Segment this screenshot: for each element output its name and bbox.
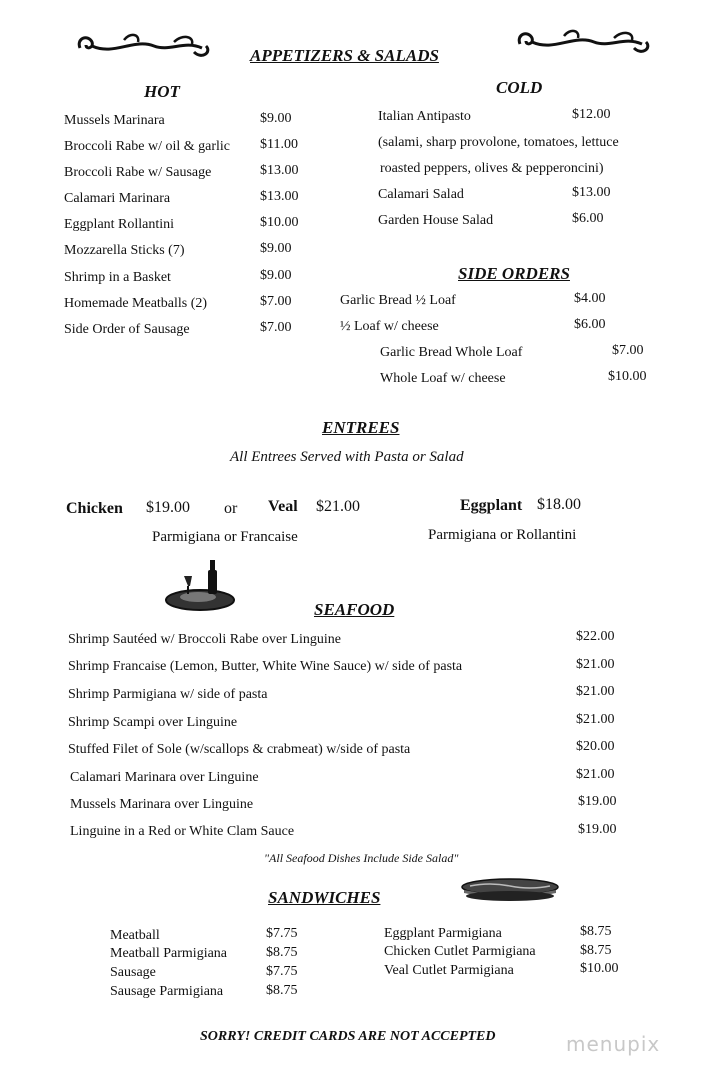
- hot-heading: HOT: [144, 82, 180, 101]
- entree-chicken-price: $19.00: [146, 499, 190, 516]
- list-item: Italian Antipasto: [378, 109, 471, 124]
- item-price: $19.00: [578, 822, 617, 837]
- entrees-heading: ENTREES: [322, 418, 400, 437]
- sandwiches-heading: SANDWICHES: [268, 888, 381, 907]
- watermark: menupix: [566, 1032, 661, 1056]
- entree-chicken-label: Chicken: [66, 500, 123, 517]
- item-price: $7.75: [266, 926, 298, 941]
- item-price: $9.00: [260, 241, 292, 256]
- item-price: $12.00: [572, 107, 611, 122]
- entree-veal-label: Veal: [268, 498, 298, 515]
- item-price: $9.00: [260, 268, 292, 283]
- cold-heading: COLD: [496, 78, 543, 97]
- item-price: $8.75: [580, 924, 612, 939]
- list-item: Calamari Marinara: [64, 191, 171, 206]
- item-price: $8.75: [580, 943, 612, 958]
- list-item: Meatball: [110, 928, 160, 943]
- list-item: Side Order of Sausage: [64, 322, 190, 337]
- seafood-heading: SEAFOOD: [314, 600, 395, 619]
- list-item: Shrimp in a Basket: [64, 270, 171, 285]
- item-price: $22.00: [576, 629, 615, 644]
- list-item: Linguine in a Red or White Clam Sauce: [70, 824, 295, 839]
- entrees-subtitle: All Entrees Served with Pasta or Salad: [230, 449, 464, 465]
- credit-card-notice: SORRY! CREDIT CARDS ARE NOT ACCEPTED: [200, 1029, 496, 1044]
- item-description: (salami, sharp provolone, tomatoes, lettuce: [378, 135, 619, 150]
- item-price: $13.00: [260, 163, 299, 178]
- list-item: Garlic Bread ½ Loaf: [340, 293, 456, 308]
- item-price: $7.75: [266, 964, 298, 979]
- list-item: Mussels Marinara: [64, 113, 165, 128]
- list-item: Chicken Cutlet Parmigiana: [384, 944, 536, 959]
- entree-or: or: [224, 500, 238, 517]
- list-item: Stuffed Filet of Sole (w/scallops & crabmeat) w/side of pasta: [68, 742, 411, 757]
- list-item: Garden House Salad: [378, 213, 494, 228]
- entree-eggplant-price: $18.00: [537, 496, 581, 513]
- list-item: Shrimp Francaise (Lemon, Butter, White Wine Sauce) w/ side of pasta: [68, 659, 463, 674]
- item-price: $4.00: [574, 291, 606, 306]
- list-item: Shrimp Sautéed w/ Broccoli Rabe over Linguine: [68, 632, 341, 647]
- list-item: Eggplant Rollantini: [64, 217, 175, 232]
- list-item: Shrimp Parmigiana w/ side of pasta: [68, 687, 268, 702]
- item-price: $19.00: [578, 794, 617, 809]
- scroll-ornament-icon: [74, 30, 212, 62]
- list-item: Broccoli Rabe w/ Sausage: [64, 165, 212, 180]
- seafood-note: "All Seafood Dishes Include Side Salad": [264, 851, 459, 865]
- list-item: Garlic Bread Whole Loaf: [380, 345, 523, 360]
- list-item: Homemade Meatballs (2): [64, 296, 208, 311]
- entree-chicken-veal-styles: Parmigiana or Francaise: [152, 529, 298, 545]
- item-price: $21.00: [576, 684, 615, 699]
- list-item: Eggplant Parmigiana: [384, 926, 502, 941]
- item-price: $10.00: [580, 961, 619, 976]
- item-price: $21.00: [576, 657, 615, 672]
- list-item: Mussels Marinara over Linguine: [70, 797, 254, 812]
- item-price: $11.00: [260, 137, 298, 152]
- list-item: Calamari Marinara over Linguine: [70, 770, 259, 785]
- item-price: $20.00: [576, 739, 615, 754]
- item-price: $6.00: [574, 317, 606, 332]
- sub-sandwich-icon: [460, 876, 560, 904]
- list-item: Whole Loaf w/ cheese: [380, 371, 506, 386]
- wine-and-plate-icon: [164, 556, 242, 614]
- list-item: Meatball Parmigiana: [110, 946, 228, 961]
- list-item: Sausage Parmigiana: [110, 984, 224, 999]
- list-item: Calamari Salad: [378, 187, 464, 202]
- item-price: $8.75: [266, 945, 298, 960]
- list-item: Shrimp Scampi over Linguine: [68, 715, 238, 730]
- item-price: $10.00: [260, 215, 299, 230]
- entree-eggplant-label: Eggplant: [460, 497, 523, 514]
- list-item: Mozzarella Sticks (7): [64, 243, 185, 258]
- item-price: $21.00: [576, 767, 615, 782]
- scroll-ornament-icon: [514, 26, 652, 58]
- entree-eggplant-styles: Parmigiana or Rollantini: [428, 527, 577, 543]
- item-price: $21.00: [576, 712, 615, 727]
- page-title: APPETIZERS & SALADS: [250, 46, 439, 65]
- item-price: $6.00: [572, 211, 604, 226]
- item-price: $10.00: [608, 369, 647, 384]
- item-price: $7.00: [260, 294, 292, 309]
- item-price: $9.00: [260, 111, 292, 126]
- list-item: ½ Loaf w/ cheese: [340, 319, 439, 334]
- list-item: Broccoli Rabe w/ oil & garlic: [64, 139, 231, 154]
- item-description: roasted peppers, olives & pepperoncini): [380, 161, 604, 176]
- side-orders-heading: SIDE ORDERS: [458, 264, 570, 283]
- item-price: $13.00: [260, 189, 299, 204]
- list-item: Veal Cutlet Parmigiana: [384, 963, 514, 978]
- item-price: $13.00: [572, 185, 611, 200]
- item-price: $7.00: [260, 320, 292, 335]
- list-item: Sausage: [110, 965, 156, 980]
- item-price: $7.00: [612, 343, 644, 358]
- item-price: $8.75: [266, 983, 298, 998]
- entree-veal-price: $21.00: [316, 498, 360, 515]
